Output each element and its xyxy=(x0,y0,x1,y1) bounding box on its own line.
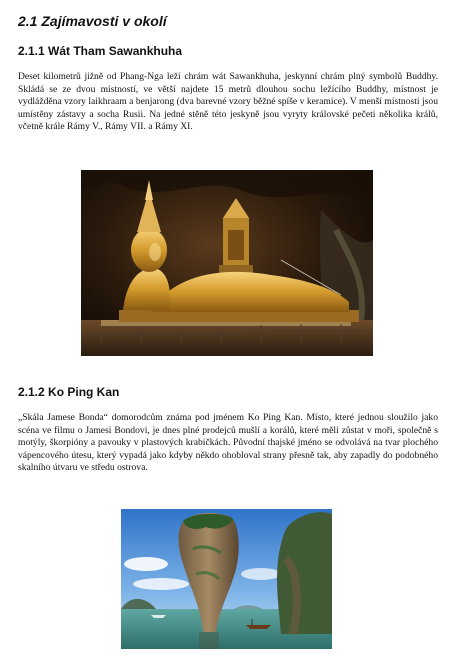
subsection-heading-ko-ping-kan: 2.1.2 Ko Ping Kan xyxy=(18,385,120,399)
paragraph-wat-tham: Deset kilometrů jižně od Phang-Nga leží chrám wát Sawankhuha, jeskynní chrám plný symbolů Buddhy. Skládá se ze dvou místností, ve větší najdete 15 metrů dlouhou sochu ležícího Buddhy, místnost je vydlážděna vzory laikhraam a benjarong (dva barevné vzory běžné spíše v keramice). V menší místnosti jsou umístěny zástavy a socha Rusii. Na jedné stěně této jeskyně jsou vyryty královské pečeti několika králů, včetně krále Rámy V., Rámy VII. a Rámy XI. xyxy=(18,71,438,133)
paragraph-ko-ping-kan: „Skála Jamese Bonda“ domorodcům známa pod jménem Ko Ping Kan. Místo, které jednou sloužilo jako scéna ve filmu o Jamesi Bondovi, je dnes plné prodejců mušlí a korálů, které měli zůstat v moři, společně s motýly, škorpióny a pavouky v plastových krabičkách. Původní thajské jméno se odvolává na tvar plochého vápencového útesu, který vypadá jako kdyby někdo ohobloval strany přesně tak, aby zapadly do podobného skalního útvaru ve středu ostrova. xyxy=(18,412,438,474)
subsection-heading-wat-tham: 2.1.1 Wát Tham Sawankhuha xyxy=(18,44,183,58)
reclining-buddha-photo xyxy=(81,170,373,356)
section-heading: 2.1 Zajímavosti v okolí xyxy=(18,13,167,29)
james-bond-island-photo xyxy=(121,509,332,649)
